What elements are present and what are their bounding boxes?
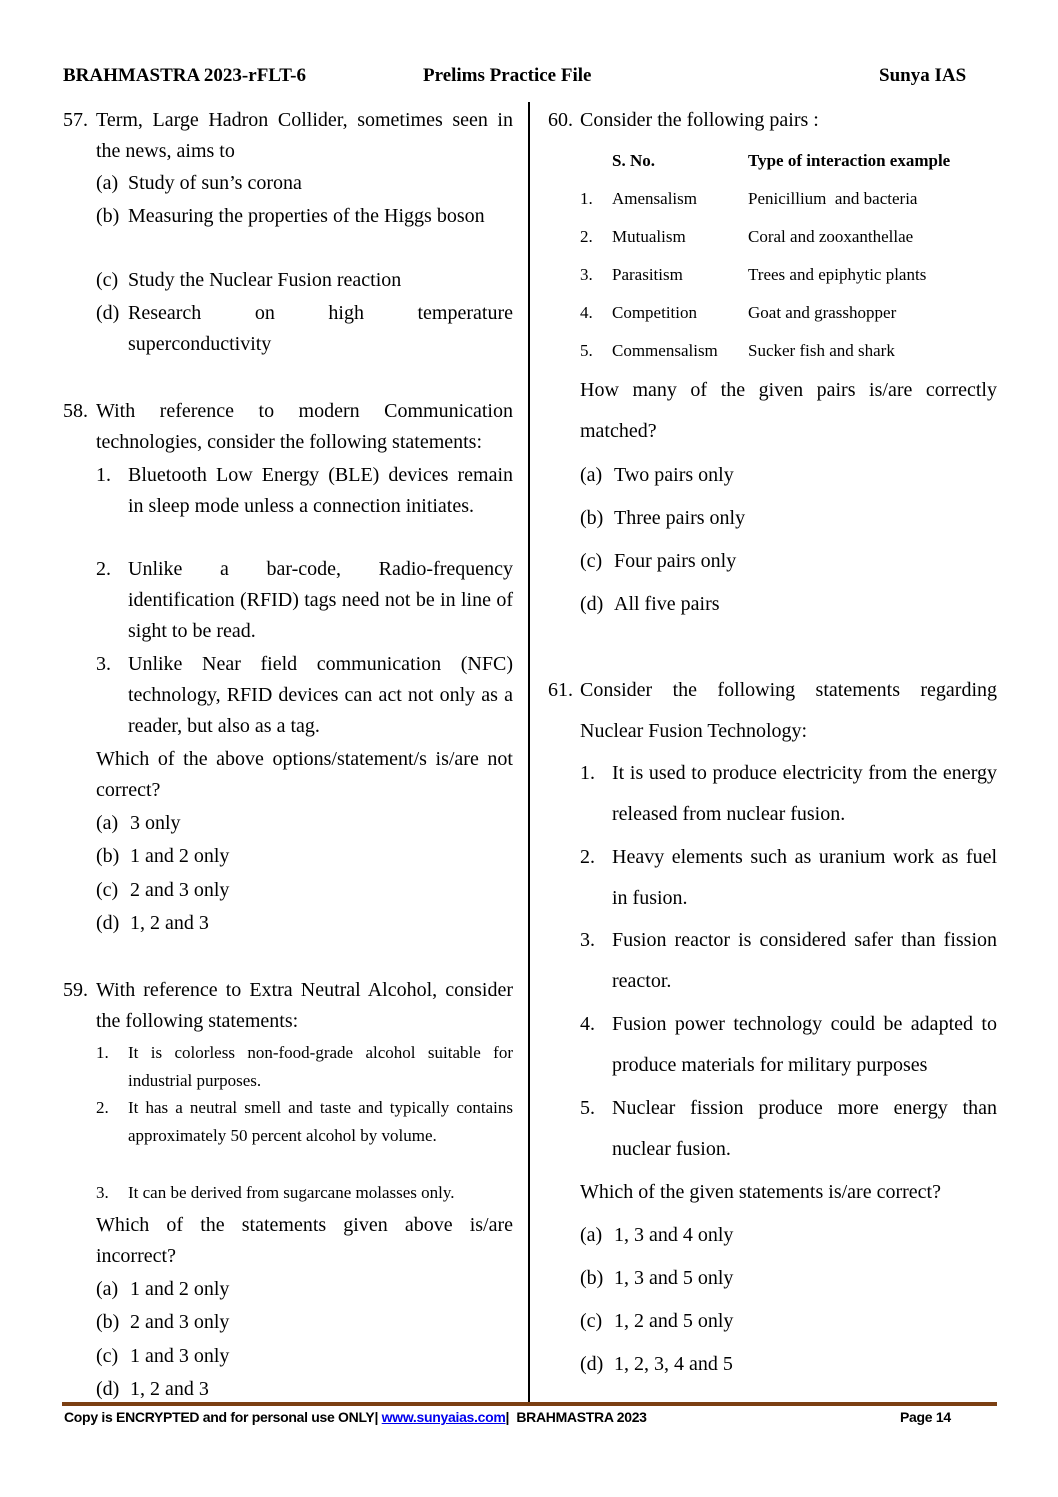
q58-statement-text: Unlike a bar-code, Radio-frequency identification (RFID) tags need not be in line of sight to be read.: [128, 557, 513, 642]
q61-statement-number: 1.: [580, 761, 595, 784]
q59-stem-text: With reference to Extra Neutral Alcohol, consider the following statements:: [96, 979, 513, 1032]
q61-statement-number: 2.: [580, 845, 595, 868]
option-label[interactable]: (a): [580, 463, 603, 486]
q61-question: Which of the given statements is/are correct?: [580, 1181, 941, 1203]
q58-statement-number: 3.: [96, 652, 111, 675]
table-row-number: 1.: [580, 189, 593, 208]
option-text[interactable]: 3 only: [130, 811, 181, 834]
option-text[interactable]: Measuring the properties of the Higgs boson: [128, 204, 485, 227]
q57-stem-number: 57.: [63, 109, 88, 131]
q61-statement-text: Fusion reactor is considered safer than fission reactor.: [612, 928, 997, 992]
table-row-example: Penicillium and bacteria: [748, 189, 918, 208]
option-text[interactable]: 2 and 3 only: [130, 1310, 230, 1333]
option-text[interactable]: 1, 2 and 3: [130, 911, 209, 934]
footer-copy-notice: Copy is ENCRYPTED and for personal use ONLY|: [64, 1409, 379, 1425]
option-text[interactable]: Study the Nuclear Fusion reaction: [128, 268, 402, 291]
option-label[interactable]: (c): [580, 549, 603, 572]
option-text[interactable]: Study of sun’s corona: [128, 171, 302, 194]
option-label[interactable]: (d): [580, 592, 604, 615]
q58-statement-number: 1.: [96, 463, 111, 486]
q59-question-text: Which of the statements given above is/are incorrect?: [96, 1214, 513, 1267]
q58-stem-number: 58.: [63, 400, 88, 422]
header-right: Sunya IAS: [879, 65, 967, 86]
table-row-example: Coral and zooxanthellae: [748, 227, 914, 246]
option-label[interactable]: (d): [96, 911, 120, 934]
table-row-interaction: Amensalism: [612, 189, 697, 208]
table-row-interaction: Mutualism: [612, 227, 686, 246]
table-row-interaction: Commensalism: [612, 341, 718, 360]
page-number: Page 14: [900, 1409, 951, 1425]
option-text[interactable]: 1, 2 and 3: [130, 1377, 209, 1400]
q61-statement-text: Heavy elements such as uranium work as fuel in fusion.: [612, 845, 997, 909]
q59-statement-number: 1.: [96, 1043, 109, 1062]
option-label[interactable]: (a): [96, 811, 119, 834]
option-label[interactable]: (b): [580, 1266, 604, 1289]
footer-separator: |: [505, 1409, 510, 1425]
option-text[interactable]: 1, 3 and 5 only: [614, 1266, 734, 1289]
q59-stem-number: 59.: [63, 979, 88, 1001]
q58-statement-number: 2.: [96, 557, 111, 580]
option-text[interactable]: 1 and 3 only: [130, 1344, 230, 1367]
table-row-number: 3.: [580, 265, 593, 284]
q59-statement-text: It can be derived from sugarcane molasses only.: [128, 1183, 455, 1202]
q58-statement-text: Bluetooth Low Energy (BLE) devices remain in sleep mode unless a connection initiates.: [128, 463, 513, 517]
table-row-example: Goat and grasshopper: [748, 303, 897, 322]
option-label[interactable]: (b): [96, 1310, 120, 1333]
option-label[interactable]: (c): [580, 1309, 603, 1332]
q61-statement-text: Nuclear fission produce more energy than nuclear fusion.: [612, 1096, 997, 1160]
option-text[interactable]: Two pairs only: [614, 463, 734, 486]
website-link[interactable]: www.sunyaias.com: [381, 1409, 506, 1425]
q59-statement-text: It is colorless non-food-grade alcohol suitable for industrial purposes.: [128, 1043, 513, 1090]
q61-statement-number: 5.: [580, 1096, 595, 1119]
option-text[interactable]: Research on high temperature superconductivity: [128, 301, 513, 355]
option-text[interactable]: Three pairs only: [614, 506, 746, 529]
option-label[interactable]: (b): [96, 204, 120, 227]
option-text[interactable]: 1, 3 and 4 only: [614, 1223, 734, 1246]
q61-stem-text: Consider the following statements regarding Nuclear Fusion Technology:: [580, 679, 997, 742]
table-row-number: 4.: [580, 303, 593, 322]
q61-statement-text: It is used to produce electricity from the energy released from nuclear fusion.: [612, 761, 997, 825]
option-label[interactable]: (d): [96, 301, 120, 324]
option-text[interactable]: 1 and 2 only: [130, 1277, 230, 1300]
option-label[interactable]: (c): [96, 878, 119, 901]
option-text[interactable]: 1, 2, 3, 4 and 5: [614, 1352, 733, 1375]
option-label[interactable]: (a): [96, 1277, 119, 1300]
option-label[interactable]: (c): [96, 1344, 119, 1367]
option-label[interactable]: (a): [580, 1223, 603, 1246]
q60-stem: Consider the following pairs :: [580, 109, 819, 131]
q57-stem-text: Term, Large Hadron Collider, sometimes seen in the news, aims to: [96, 109, 513, 162]
option-label[interactable]: (d): [580, 1352, 604, 1375]
option-text[interactable]: 1, 2 and 5 only: [614, 1309, 734, 1332]
header-left: BRAHMASTRA 2023-rFLT-6: [63, 65, 306, 86]
option-label[interactable]: (c): [96, 268, 119, 291]
table-row-interaction: Parasitism: [612, 265, 683, 284]
option-label[interactable]: (a): [96, 171, 119, 194]
q58-stem-text: With reference to modern Communication technologies, consider the following statements:: [96, 400, 513, 453]
table-row-example: Trees and epiphytic plants: [748, 265, 927, 284]
option-text[interactable]: 1 and 2 only: [130, 844, 230, 867]
q59-statement-number: 2.: [96, 1098, 109, 1117]
q59-statement-text: It has a neutral smell and taste and typically contains approximately 50 percent alcohol by volume.: [128, 1098, 513, 1145]
q61-statement-text: Fusion power technology could be adapted to produce materials for military purposes: [612, 1012, 997, 1076]
q58-statement-text: Unlike Near field communication (NFC) technology, RFID devices can act not only as a reader, but also as a tag.: [128, 652, 513, 737]
option-text[interactable]: 2 and 3 only: [130, 878, 230, 901]
table-row-interaction: Competition: [612, 303, 697, 322]
table-header-sno: S. No.: [612, 151, 655, 170]
table-row-number: 2.: [580, 227, 593, 246]
q61-statement-number: 3.: [580, 928, 595, 951]
header-center: Prelims Practice File: [423, 65, 592, 86]
footer: [64, 1409, 647, 1425]
table-row-number: 5.: [580, 341, 593, 360]
q60-question-text: How many of the given pairs is/are correctly matched?: [580, 379, 997, 442]
option-label[interactable]: (d): [96, 1377, 120, 1400]
q61-statement-number: 4.: [580, 1012, 595, 1035]
q59-statement-number: 3.: [96, 1183, 109, 1202]
option-text[interactable]: All five pairs: [614, 592, 720, 615]
table-header-type: Type of interaction example: [748, 151, 951, 170]
option-text[interactable]: Four pairs only: [614, 549, 737, 572]
q58-question-text: Which of the above options/statement/s is/are not correct?: [96, 748, 513, 801]
option-label[interactable]: (b): [580, 506, 604, 529]
q60-number: 60.: [548, 109, 573, 131]
table-row-example: Sucker fish and shark: [748, 341, 895, 360]
q61-stem-number: 61.: [548, 679, 573, 701]
option-label[interactable]: (b): [96, 844, 120, 867]
column-divider: [528, 102, 530, 1404]
footer-brand: BRAHMASTRA 2023: [516, 1409, 647, 1425]
